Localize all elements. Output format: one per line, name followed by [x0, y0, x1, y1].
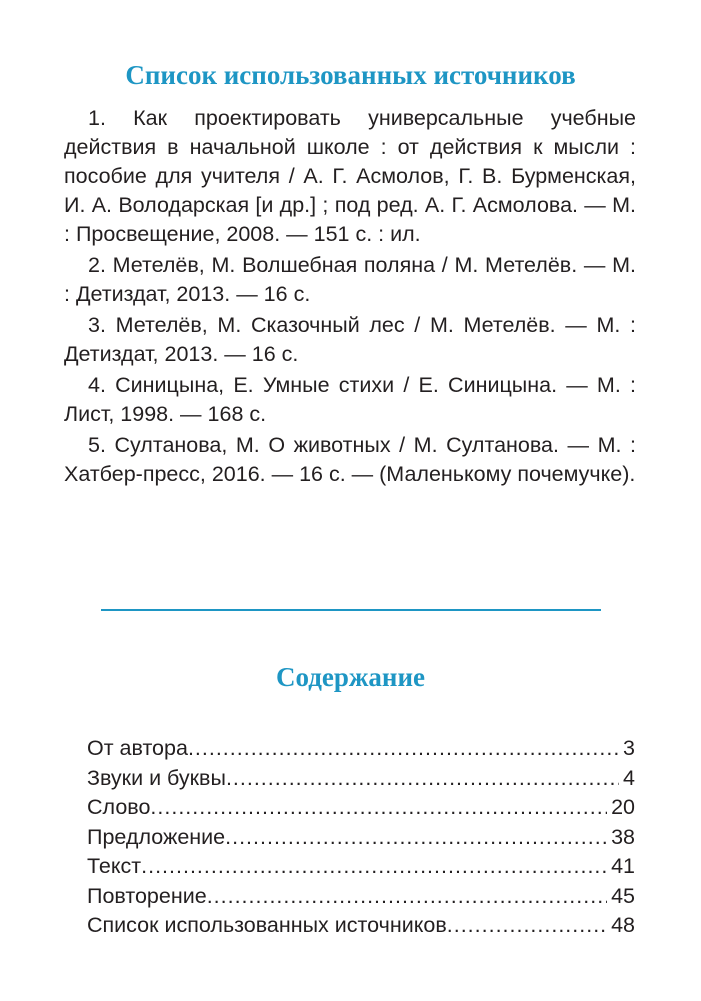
table-of-contents [87, 734, 635, 941]
toc-entry [87, 882, 635, 912]
toc-entry [87, 852, 635, 882]
reference-item: 2. Метелёв, М. Волшебная поляна / М. Метелёв. — М. : Детиздат, 2013. — 16 с. [64, 253, 636, 306]
toc-entry-title: От автора [87, 736, 188, 760]
reference-item: 3. Метелёв, М. Сказочный лес / М. Метелёв. — М. : Детиздат, 2013. — 16 с. [64, 313, 636, 366]
section-divider [101, 609, 601, 611]
toc-entry [87, 764, 635, 794]
toc-entry-page: 3 [623, 736, 635, 760]
toc-entry-page: 45 [611, 883, 635, 908]
toc-entry-page: 48 [611, 913, 635, 937]
reference-item: 4. Синицына, Е. Умные стихи / Е. Синицына. — М. : Лист, 1998. — 168 с. [64, 373, 636, 426]
toc-dot-leader [225, 823, 607, 853]
toc-entry-title: Текст [87, 854, 142, 878]
toc-entry-page: 38 [611, 824, 635, 849]
toc-entry-page: 4 [623, 765, 635, 790]
references-list [64, 104, 636, 491]
toc-entry-title: Предложение [87, 824, 226, 849]
reference-item: 1. Как проектировать универсальные учебные действия в начальной школе : от действия к мысли : пособие для учителя / А. Г. Асмолов, Г. В. Бурменская, И. А. Володарская [и др.] ; под ред. А. Г. Асмолова. — М. : Просвещение, 2008. — 151 с. : ил. [64, 106, 636, 246]
toc-dot-leader [188, 734, 619, 764]
toc-entry-page: 41 [611, 854, 635, 878]
references-heading: Список использованных источников [125, 60, 576, 90]
toc-entry-page: 20 [611, 795, 635, 819]
toc-entry-title: Слово [87, 795, 151, 819]
toc-dot-leader [226, 764, 619, 794]
toc-entry [87, 793, 635, 823]
toc-entry-title: Список использованных источников [87, 913, 447, 937]
toc-dot-leader [141, 852, 607, 882]
toc-entry [87, 734, 635, 764]
contents-heading: Содержание [275, 662, 426, 692]
toc-entry [87, 823, 635, 853]
toc-dot-leader [447, 911, 607, 941]
toc-entry-title: Повторение [87, 883, 207, 908]
toc-entry-title: Звуки и буквы [87, 765, 226, 790]
toc-dot-leader [150, 793, 607, 823]
reference-item: 5. Султанова, М. О животных / М. Султанова. — М. : Хатбер-пресс, 2016. — 16 с. — (Маленькому почемучке). [64, 433, 636, 486]
toc-entry [87, 911, 635, 941]
toc-dot-leader [207, 882, 607, 912]
